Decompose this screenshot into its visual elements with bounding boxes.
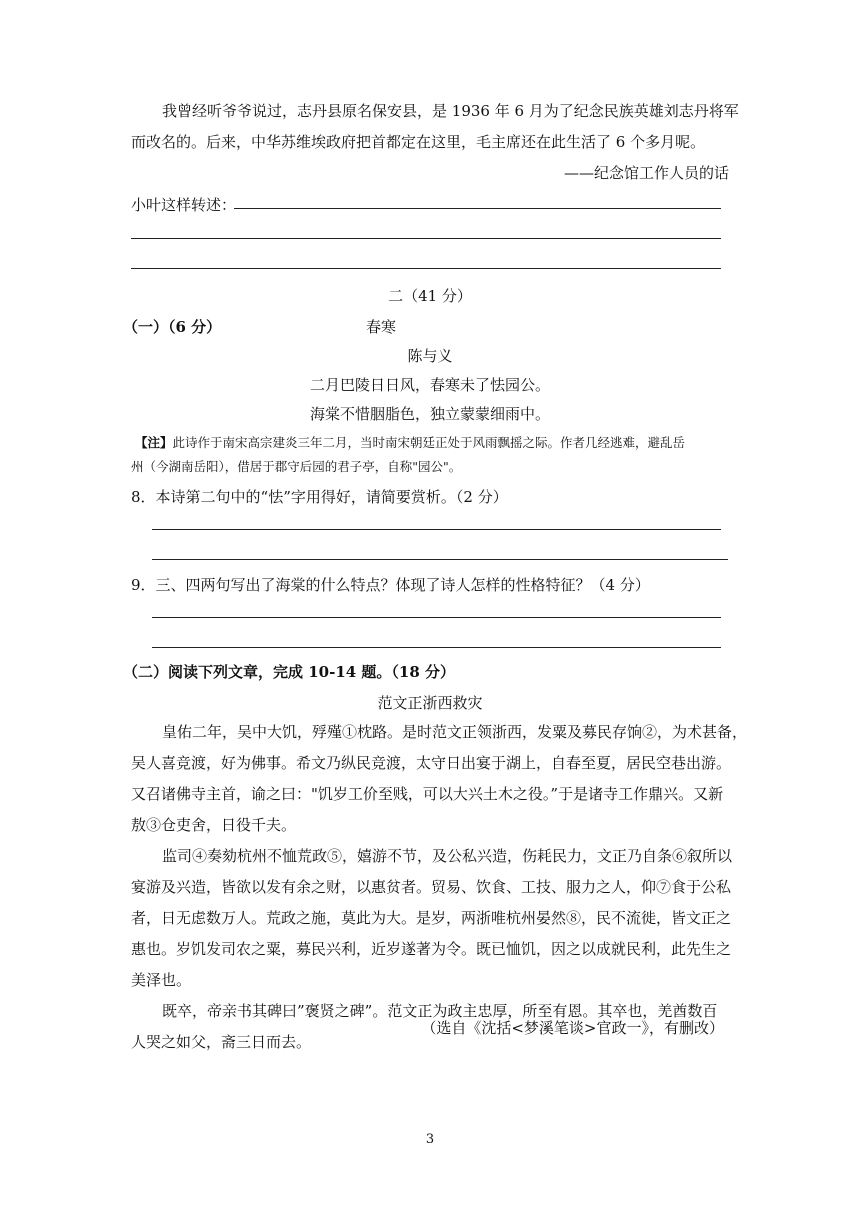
poem-note-line-2: 州（今湖南岳阳），借居于郡守后园的君子亭，自称"园公"。 (131, 459, 462, 474)
note-text: 此诗作于南宋高宗建炎三年二月，当时南宋朝廷正处于风雨飘摇之际。作者几经逃难，避乱岳 (172, 435, 686, 450)
intro-line-1: 我曾经听爷爷说过，志丹县原名保安县，是 1936 年 6 月为了纪念民族英雄刘志丹将军 (162, 102, 739, 120)
intro-attribution: ——纪念馆工作人员的话 (563, 164, 729, 182)
poem-line-1: 二月巴陵日日风，春寒未了怯园公。 (309, 376, 550, 394)
part1-label: （一）（6 分） (123, 318, 222, 336)
poem-author: 陈与义 (407, 347, 453, 365)
part2-label: （二）阅读下列文章，完成 10-14 题。（18 分） (123, 663, 456, 681)
answer-line (152, 559, 728, 560)
answer-line (152, 647, 721, 648)
paragraph-2-line: 惠也。岁饥发司农之粟，募民兴利，近岁遂著为令。既已恤饥，因之以成就民利，此先生之 (131, 940, 732, 958)
intro-line-2: 而改名的。后来，中华苏维埃政府把首都定在这里，毛主席还在此生活了 6 个多月呢。 (131, 133, 706, 151)
page-number: 3 (425, 1132, 435, 1147)
answer-line (131, 238, 721, 239)
note-tag: 【注】 (135, 435, 173, 450)
article-source: （选自《沈括<梦溪笔谈>官政一》，有删改） (421, 1019, 724, 1037)
paragraph-2-line: 宴游及兴造，皆欲以发有余之财，以惠贫者。贸易、饮食、工技、服力之人，仰⑦食于公私 (131, 878, 732, 896)
question-9: 9．三、四两句写出了海棠的什么特点？体现了诗人怎样的性格特征？（4 分） (131, 576, 650, 594)
paragraph-3-line: 人哭之如父，斋三日而去。 (131, 1033, 312, 1051)
paragraph-2-line: 美泽也。 (131, 971, 192, 989)
poem-title: 春寒 (366, 318, 397, 336)
paragraph-1-line: 吴人喜竞渡，好为佛事。希文乃纵民竞渡，太守日出宴于湖上，自春至夏，居民空巷出游。 (131, 754, 732, 772)
answer-line (131, 268, 721, 269)
paragraph-1-line: 又召诸佛寺主首，谕之曰："饥岁工价至贱，可以大兴土木之役。”于是诸寺工作鼎兴。又新 (131, 785, 724, 803)
restate-prompt: 小叶这样转述： (131, 196, 237, 214)
paragraph-1-line: 皇佑二年，吴中大饥，殍殣①枕路。是时范文正领浙西，发粟及募民存饷②，为术甚备， (162, 723, 748, 741)
paragraph-1-line: 敖③仓吏舍，日役千夫。 (131, 816, 297, 834)
answer-line (234, 208, 721, 209)
poem-line-2: 海棠不惜胭脂色，独立蒙蒙细雨中。 (309, 405, 550, 423)
question-8: 8．本诗第二句中的“怯”字用得好，请简要赏析。（2 分） (131, 488, 508, 506)
section-heading: 二（41 分） (388, 287, 472, 305)
paragraph-2-line: 者，日无虑数万人。荒政之施，莫此为大。是岁，两浙唯杭州晏然⑧，民不流徙，皆文正之 (131, 909, 732, 927)
poem-note-line-1 (135, 433, 685, 453)
paragraph-2-line: 监司④奏劾杭州不恤荒政⑤，嬉游不节，及公私兴造，伤耗民力，文正乃自条⑥叙所以 (162, 847, 733, 865)
paragraph-3-line: 既卒，帝亲书其碑曰”褒贤之碑”。范文正为政主忠厚，所至有恩。其卒也，羌酋数百 (162, 1002, 718, 1020)
article-title: 范文正浙西救灾 (377, 694, 483, 712)
answer-line (152, 529, 721, 530)
answer-line (152, 617, 721, 618)
